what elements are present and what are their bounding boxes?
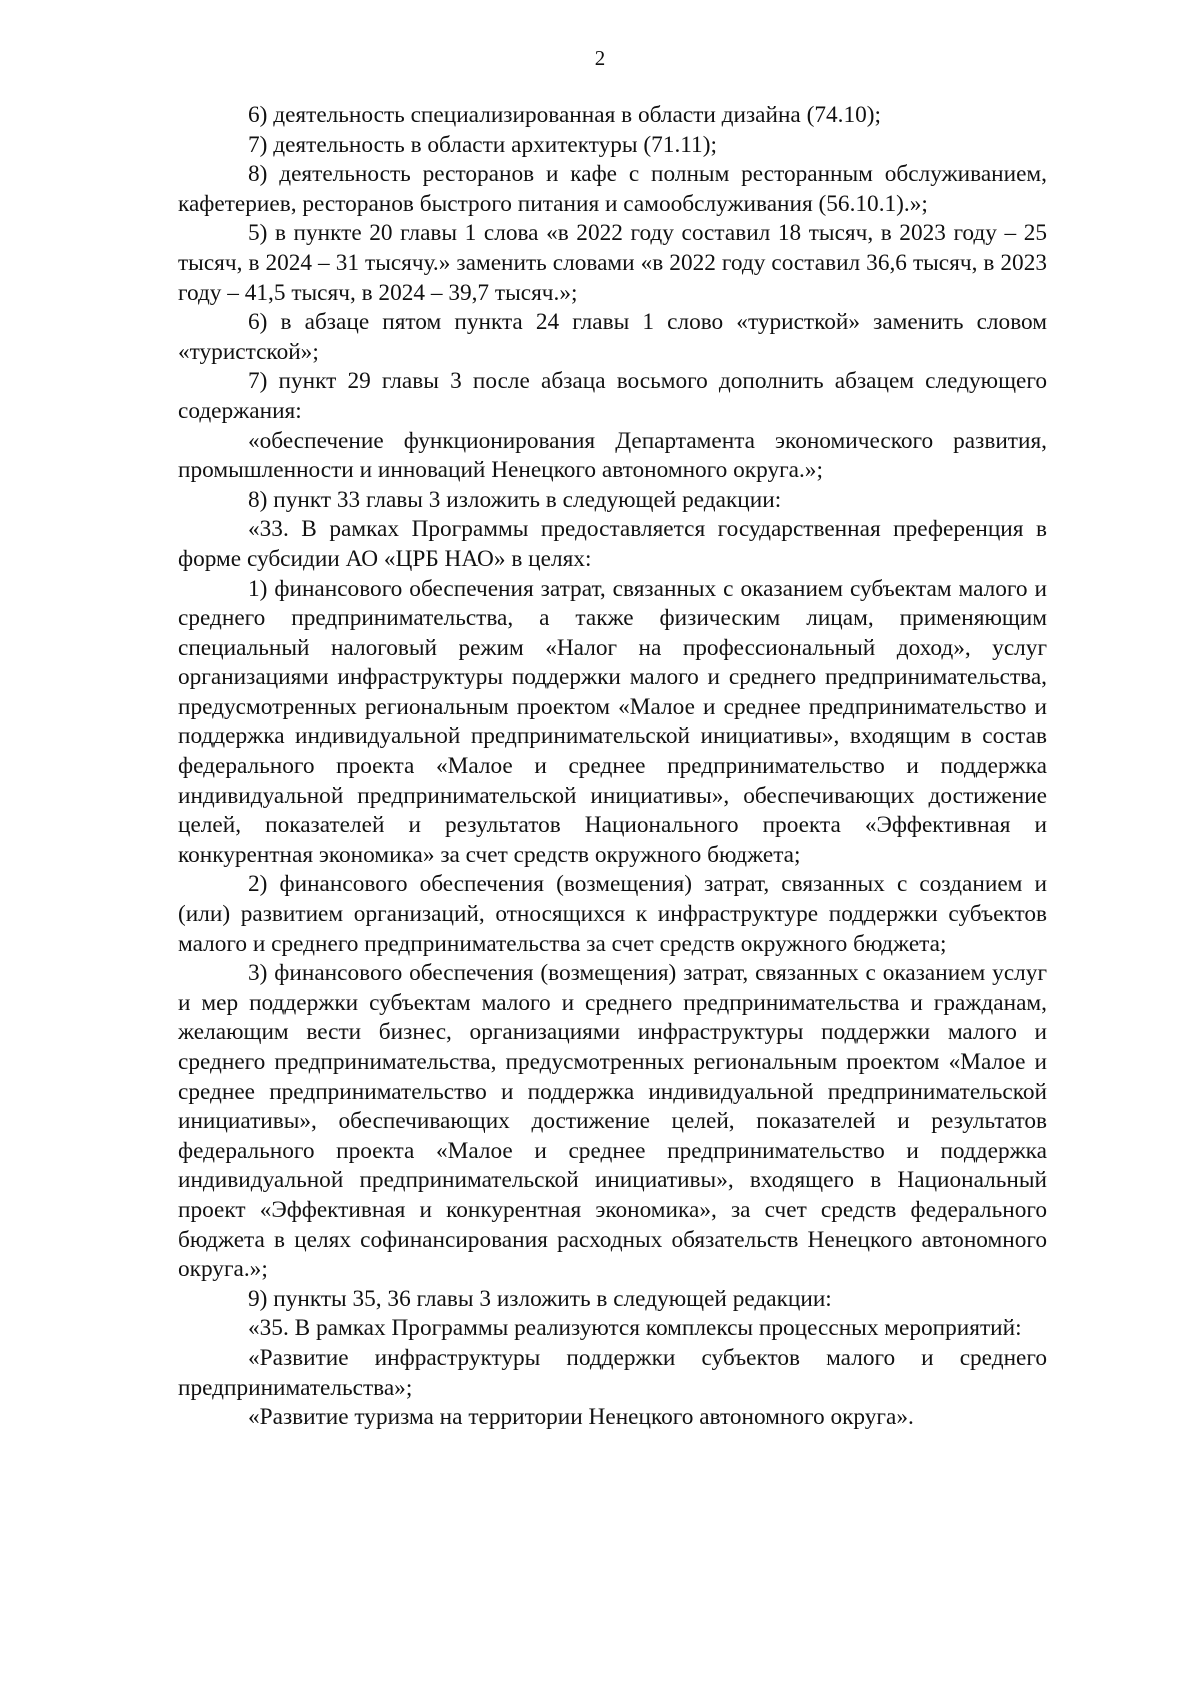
paragraph-complex-infrastructure: «Развитие инфраструктуры поддержки субъектов малого и среднего предпринимательства»; [178,1344,1047,1401]
paragraph-amendment-7-text: «обеспечение функционирования Департамента экономического развития, промышленности и инноваций Ненецкого автономного округа.»; [178,427,1047,484]
paragraph-clause-33-item-2: 2) финансового обеспечения (возмещения) затрат, связанных с созданием и (или) развитием организаций, относящихся к инфраструктуре поддержки субъектов малого и среднего предпринимательства за счет средств окружного бюджета; [178,871,1047,957]
paragraph-clause-33-item-3: 3) финансового обеспечения (возмещения) затрат, связанных с оказанием услуг и мер поддержки субъектам малого и среднего предпринимательства и гражданам, желающим вести бизнес, организациями инфраструктуры поддержки малого и среднего предпринимательства, предусмотренных региональным проектом «Малое и среднее предпринимательство и поддержка индивидуальной предпринимательской инициативы», обеспечивающих достижение целей, показателей и результатов федерального проекта «Малое и среднее предпринимательство и поддержка индивидуальной предпринимательской инициативы», входящего в Национальный проект «Эффективная и конкурентная экономика», за счет средств федерального бюджета в целях софинансирования расходных обязательств Ненецкого автономного округа.»; [178,960,1047,1283]
paragraph-amendment-7: 7) пункт 29 главы 3 после абзаца восьмого дополнить абзацем следующего содержания: [178,368,1047,424]
paragraph-amendment-6: 6) в абзаце пятом пункта 24 главы 1 слово «туристкой» заменить словом «туристской»; [178,309,1047,365]
paragraph-clause-33: «33. В рамках Программы предоставляется государственная преференция в форме субсидии АО «ЦРБ НАО» в целях: [178,516,1047,572]
document-body [178,101,1047,1433]
paragraph-clause-35: «35. В рамках Программы реализуются комплексы процессных мероприятий: [248,1315,1022,1342]
paragraph-amendment-9: 9) пункты 35, 36 главы 3 изложить в следующей редакции: [248,1285,832,1312]
paragraph-amendment-8: 8) пункт 33 главы 3 изложить в следующей редакции: [248,486,782,513]
paragraph-amendment-5: 5) в пункте 20 главы 1 слова «в 2022 году составил 18 тысяч, в 2023 году – 25 тысяч, в 2024 – 31 тысячу.» заменить словами «в 2022 году составил 36,6 тысяч, в 2023 году – 41,5 тысяч, в 2024 – 39,7 тысяч.»; [178,220,1047,306]
page-number: 2 [594,46,606,70]
paragraph-complex-tourism: «Развитие туризма на территории Ненецкого автономного округа». [248,1404,914,1431]
paragraph-clause-33-item-1: 1) финансового обеспечения затрат, связанных с оказанием субъектам малого и среднего предпринимательства, а также физическим лицам, применяющим специальный налоговый режим «Налог на профессиональный доход», услуг организациями инфраструктуры поддержки малого и среднего предпринимательства, предусмотренных региональным проектом «Малое и среднее предпринимательство и поддержка индивидуальной предпринимательской инициативы», входящим в состав федерального проекта «Малое и среднее предпринимательство и поддержка индивидуальной предпринимательской инициативы», обеспечивающих достижение целей, показателей и результатов Национального проекта «Эффективная и конкурентная экономика» за счет средств окружного бюджета; [178,575,1047,868]
paragraph-item-8-restaurants: 8) деятельность ресторанов и кафе с полным ресторанным обслуживанием, кафетериев, ресторанов быстрого питания и самообслуживания (56.10.1).»; [178,161,1047,217]
paragraph-item-7-architecture: 7) деятельность в области архитектуры (71.11); [248,131,717,158]
paragraph-item-6-design: 6) деятельность специализированная в области дизайна (74.10); [248,102,882,128]
